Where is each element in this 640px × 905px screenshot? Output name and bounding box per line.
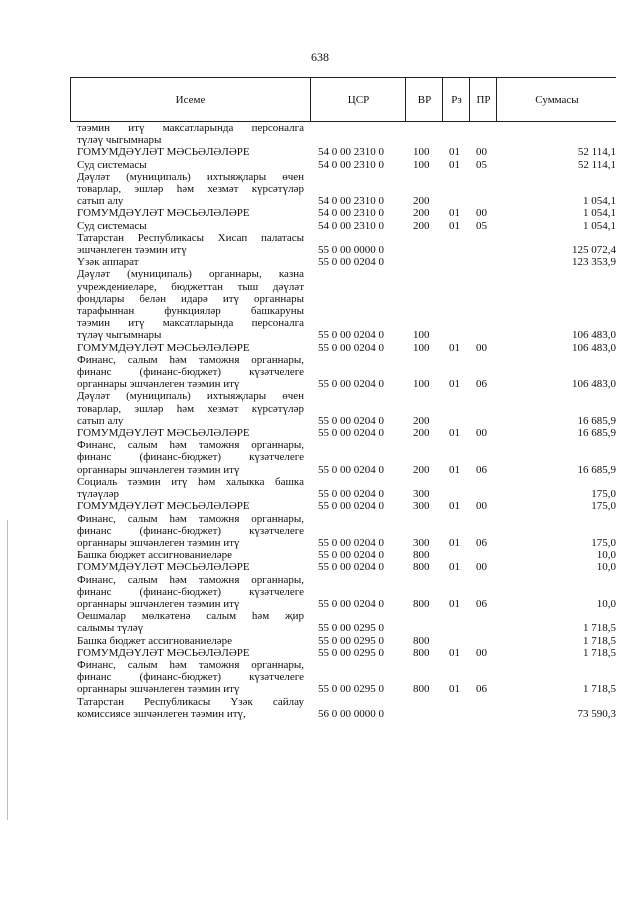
cell-csr: 55 0 00 0204 0 [318,488,384,501]
cell-csr: 54 0 00 2310 0 [318,207,384,220]
table-row [0,500,640,512]
table-row [0,207,640,219]
row-name-line: ГОМУМДӘҮЛӘТ МӘСЬӘЛӘЛӘРЕ [77,561,250,574]
table-row [0,635,640,647]
row-name-line: учреждениеләре, бюджеттан тыш дәүләт [77,280,304,293]
row-name-line: ГОМУМДӘҮЛӘТ МӘСЬӘЛӘЛӘРЕ [77,146,250,159]
cell-rz: 01 [449,597,460,610]
cell-sum: 106 483,0 [572,378,616,391]
table-row [0,256,640,268]
cell-csr: 56 0 00 0000 0 [318,707,384,720]
row-name-line: финанс (финанс-бюджет) күзәтчелеге [77,671,304,684]
cell-rz: 01 [449,536,460,549]
cell-vr: 800 [413,561,430,574]
cell-pr: 00 [476,341,487,354]
row-name-line: түләүләр [77,488,120,501]
row-name-line: Финанс, салым һәм таможня органнары, [77,573,304,586]
cell-csr: 55 0 00 0295 0 [318,622,384,635]
row-name-line: Финанс, салым һәм таможня органнары, [77,353,304,366]
cell-sum: 1 718,5 [583,622,616,635]
row-name-line: Финанс, салым һәм таможня органнары, [77,658,304,671]
column-header-sum: Суммасы [496,78,617,121]
row-name-line: түләү чыгымнары [77,329,162,342]
cell-sum: 1 718,5 [583,683,616,696]
cell-sum: 1 054,1 [583,207,616,220]
cell-csr: 55 0 00 0204 0 [318,256,384,269]
cell-pr: 00 [476,646,487,659]
row-name-line: ГОМУМДӘҮЛӘТ МӘСЬӘЛӘЛӘРЕ [77,427,250,440]
cell-csr: 55 0 00 0204 0 [318,463,384,476]
table-row [0,696,640,720]
cell-vr: 200 [413,414,430,427]
cell-vr: 100 [413,158,430,171]
cell-sum: 16 685,9 [577,414,616,427]
table-row [0,476,640,500]
cell-pr: 06 [476,378,487,391]
row-name-line: финанс (финанс-бюджет) күзәтчелеге [77,524,304,537]
scan-margin-line [7,520,8,820]
row-name-line: Социаль тәэмин итү һәм халыкка башка [77,475,304,488]
cell-sum: 1 054,1 [583,195,616,208]
cell-rz: 01 [449,219,460,232]
cell-vr: 200 [413,427,430,440]
row-name-line: Суд системасы [77,158,147,171]
cell-csr: 55 0 00 0295 0 [318,683,384,696]
cell-csr: 54 0 00 2310 0 [318,195,384,208]
cell-pr: 06 [476,463,487,476]
row-name-line: органнары эшчәнлеген тәэмин итү [77,597,240,610]
row-name-line: Дәүләт (муниципаль) органнары, казна [77,268,304,281]
table-row [0,390,640,427]
cell-pr: 00 [476,561,487,574]
cell-csr: 54 0 00 2310 0 [318,158,384,171]
cell-vr: 800 [413,646,430,659]
cell-sum: 125 072,4 [572,244,616,257]
cell-pr: 00 [476,146,487,159]
table-row [0,574,640,611]
cell-csr: 55 0 00 0204 0 [318,561,384,574]
cell-sum: 52 114,1 [577,146,616,159]
cell-rz: 01 [449,146,460,159]
cell-sum: 175,0 [591,488,616,501]
cell-sum: 52 114,1 [577,158,616,171]
cell-sum: 123 353,9 [572,256,616,269]
page-number: 638 [311,50,329,64]
table-row [0,146,640,158]
column-header-name: Исеме [175,93,206,106]
cell-rz: 01 [449,427,460,440]
cell-sum: 1 718,5 [583,646,616,659]
cell-pr: 00 [476,207,487,220]
row-name-line: органнары эшчәнлеген тәэмин итү [77,683,240,696]
cell-pr: 05 [476,219,487,232]
row-name-line: органнары эшчәнлеген тәэмин итү [77,536,240,549]
cell-csr: 55 0 00 0204 0 [318,536,384,549]
cell-csr: 55 0 00 0204 0 [318,549,384,562]
cell-vr: 100 [413,341,430,354]
row-name-line: ГОМУМДӘҮЛӘТ МӘСЬӘЛӘЛӘРЕ [77,341,250,354]
cell-vr: 100 [413,329,430,342]
table-row [0,659,640,696]
budget-table-body [0,122,640,720]
cell-csr: 55 0 00 0204 0 [318,414,384,427]
cell-rz: 01 [449,463,460,476]
column-header-rz: Рз [442,78,470,121]
cell-rz: 01 [449,158,460,171]
cell-sum: 1 054,1 [583,219,616,232]
cell-pr: 06 [476,597,487,610]
table-row [0,610,640,634]
cell-sum: 175,0 [591,536,616,549]
row-name-line: финанс (финанс-бюджет) күзәтчелеге [77,366,304,379]
row-name-line: органнары эшчәнлеген тәэмин итү [77,378,240,391]
cell-vr: 300 [413,536,430,549]
row-name-line: товарлар, эшләр һәм хезмәт күрсәтүләр [77,183,304,196]
row-name-line: тәэмин итү максатларында персоналга [77,122,304,134]
cell-rz: 01 [449,378,460,391]
row-name-line: Үзәк аппарат [77,256,139,269]
cell-pr: 00 [476,427,487,440]
table-row [0,122,640,146]
row-name-line: финанс (финанс-бюджет) күзәтчелеге [77,585,304,598]
cell-vr: 200 [413,219,430,232]
cell-csr: 55 0 00 0204 0 [318,329,384,342]
table-row [0,513,640,550]
cell-vr: 800 [413,683,430,696]
cell-sum: 73 590,3 [577,707,616,720]
cell-sum: 175,0 [591,500,616,513]
table-row [0,427,640,439]
row-name-line: Оешмалар мөлкәтенә салым һәм җир [77,610,304,623]
cell-rz: 01 [449,683,460,696]
cell-vr: 300 [413,488,430,501]
cell-vr: 100 [413,378,430,391]
cell-csr: 55 0 00 0295 0 [318,634,384,647]
table-row [0,549,640,561]
table-row [0,354,640,391]
cell-csr: 55 0 00 0204 0 [318,341,384,354]
cell-csr: 54 0 00 2310 0 [318,146,384,159]
table-row [0,268,640,341]
row-name-line: ГОМУМДӘҮЛӘТ МӘСЬӘЛӘЛӘРЕ [77,207,250,220]
cell-csr: 55 0 00 0295 0 [318,646,384,659]
row-name-line: сатып алу [77,414,124,427]
cell-csr: 55 0 00 0204 0 [318,427,384,440]
cell-rz: 01 [449,207,460,220]
column-header-pr: ПР [469,78,497,121]
cell-pr: 06 [476,536,487,549]
table-row [0,647,640,659]
cell-pr: 06 [476,683,487,696]
cell-vr: 800 [413,549,430,562]
row-name-line: Дәүләт (муниципаль) ихтыяҗлары өчен [77,170,304,183]
row-name-line: эшчәнлеген тәэмин итү [77,244,187,257]
cell-sum: 1 718,5 [583,634,616,647]
row-name-line: фондлары белән идарә итү органнары [77,292,304,305]
cell-rz: 01 [449,646,460,659]
row-name-line: ГОМУМДӘҮЛӘТ МӘСЬӘЛӘЛӘРЕ [77,646,250,659]
column-header-csr: ЦСР [310,78,406,121]
cell-sum: 10,0 [596,549,616,562]
cell-vr: 300 [413,500,430,513]
table-row [0,159,640,171]
cell-sum: 106 483,0 [572,329,616,342]
table-row [0,439,640,476]
row-name-line: тәэмин итү максатларында персоналга [77,317,304,330]
cell-vr: 100 [413,146,430,159]
row-name-line: тарафыннан функцияләр башкаруны [77,305,304,318]
table-row [0,342,640,354]
row-name-line: Суд системасы [77,219,147,232]
row-name-line: Башка бюджет ассигнованиеләре [77,549,232,562]
cell-vr: 800 [413,597,430,610]
cell-csr: 55 0 00 0204 0 [318,500,384,513]
row-name-line: түләү чыгымнары [77,134,162,147]
cell-sum: 10,0 [596,597,616,610]
cell-sum: 106 483,0 [572,341,616,354]
cell-csr: 55 0 00 0204 0 [318,597,384,610]
row-name-line: Башка бюджет ассигнованиеләре [77,634,232,647]
cell-sum: 16 685,9 [577,463,616,476]
column-header-vr: ВР [405,78,443,121]
cell-sum: 16 685,9 [577,427,616,440]
cell-sum: 10,0 [596,561,616,574]
row-name-line: сатып алу [77,195,124,208]
table-header [70,77,616,122]
row-name-line: Финанс, салым һәм таможня органнары, [77,512,304,525]
cell-vr: 800 [413,634,430,647]
row-name-line: товарлар, эшләр һәм хезмәт күрсәтүләр [77,402,304,415]
cell-rz: 01 [449,561,460,574]
cell-csr: 55 0 00 0204 0 [318,378,384,391]
cell-csr: 54 0 00 2310 0 [318,219,384,232]
row-name-line: Татарстан Республикасы Үзәк сайлау [77,695,304,708]
row-name-line: органнары эшчәнлеген тәэмин итү [77,463,240,476]
cell-vr: 200 [413,207,430,220]
cell-vr: 200 [413,463,430,476]
cell-vr: 200 [413,195,430,208]
row-name-line: ГОМУМДӘҮЛӘТ МӘСЬӘЛӘЛӘРЕ [77,500,250,513]
row-name-line: Финанс, салым һәм таможня органнары, [77,439,304,452]
row-name-line: комиссиясе эшчәнлеген тәэмин итү, [77,707,246,720]
table-row [0,220,640,232]
cell-pr: 05 [476,158,487,171]
cell-rz: 01 [449,500,460,513]
row-name-line: Татарстан Республикасы Хисап палатасы [77,231,304,244]
row-name-line: финанс (финанс-бюджет) күзәтчелеге [77,451,304,464]
cell-pr: 00 [476,500,487,513]
table-row [0,171,640,208]
table-row [0,232,640,256]
row-name-line: салымы түләү [77,622,144,635]
cell-csr: 55 0 00 0000 0 [318,244,384,257]
row-name-line: Дәүләт (муниципаль) ихтыяҗлары өчен [77,390,304,403]
table-row [0,561,640,573]
cell-rz: 01 [449,341,460,354]
